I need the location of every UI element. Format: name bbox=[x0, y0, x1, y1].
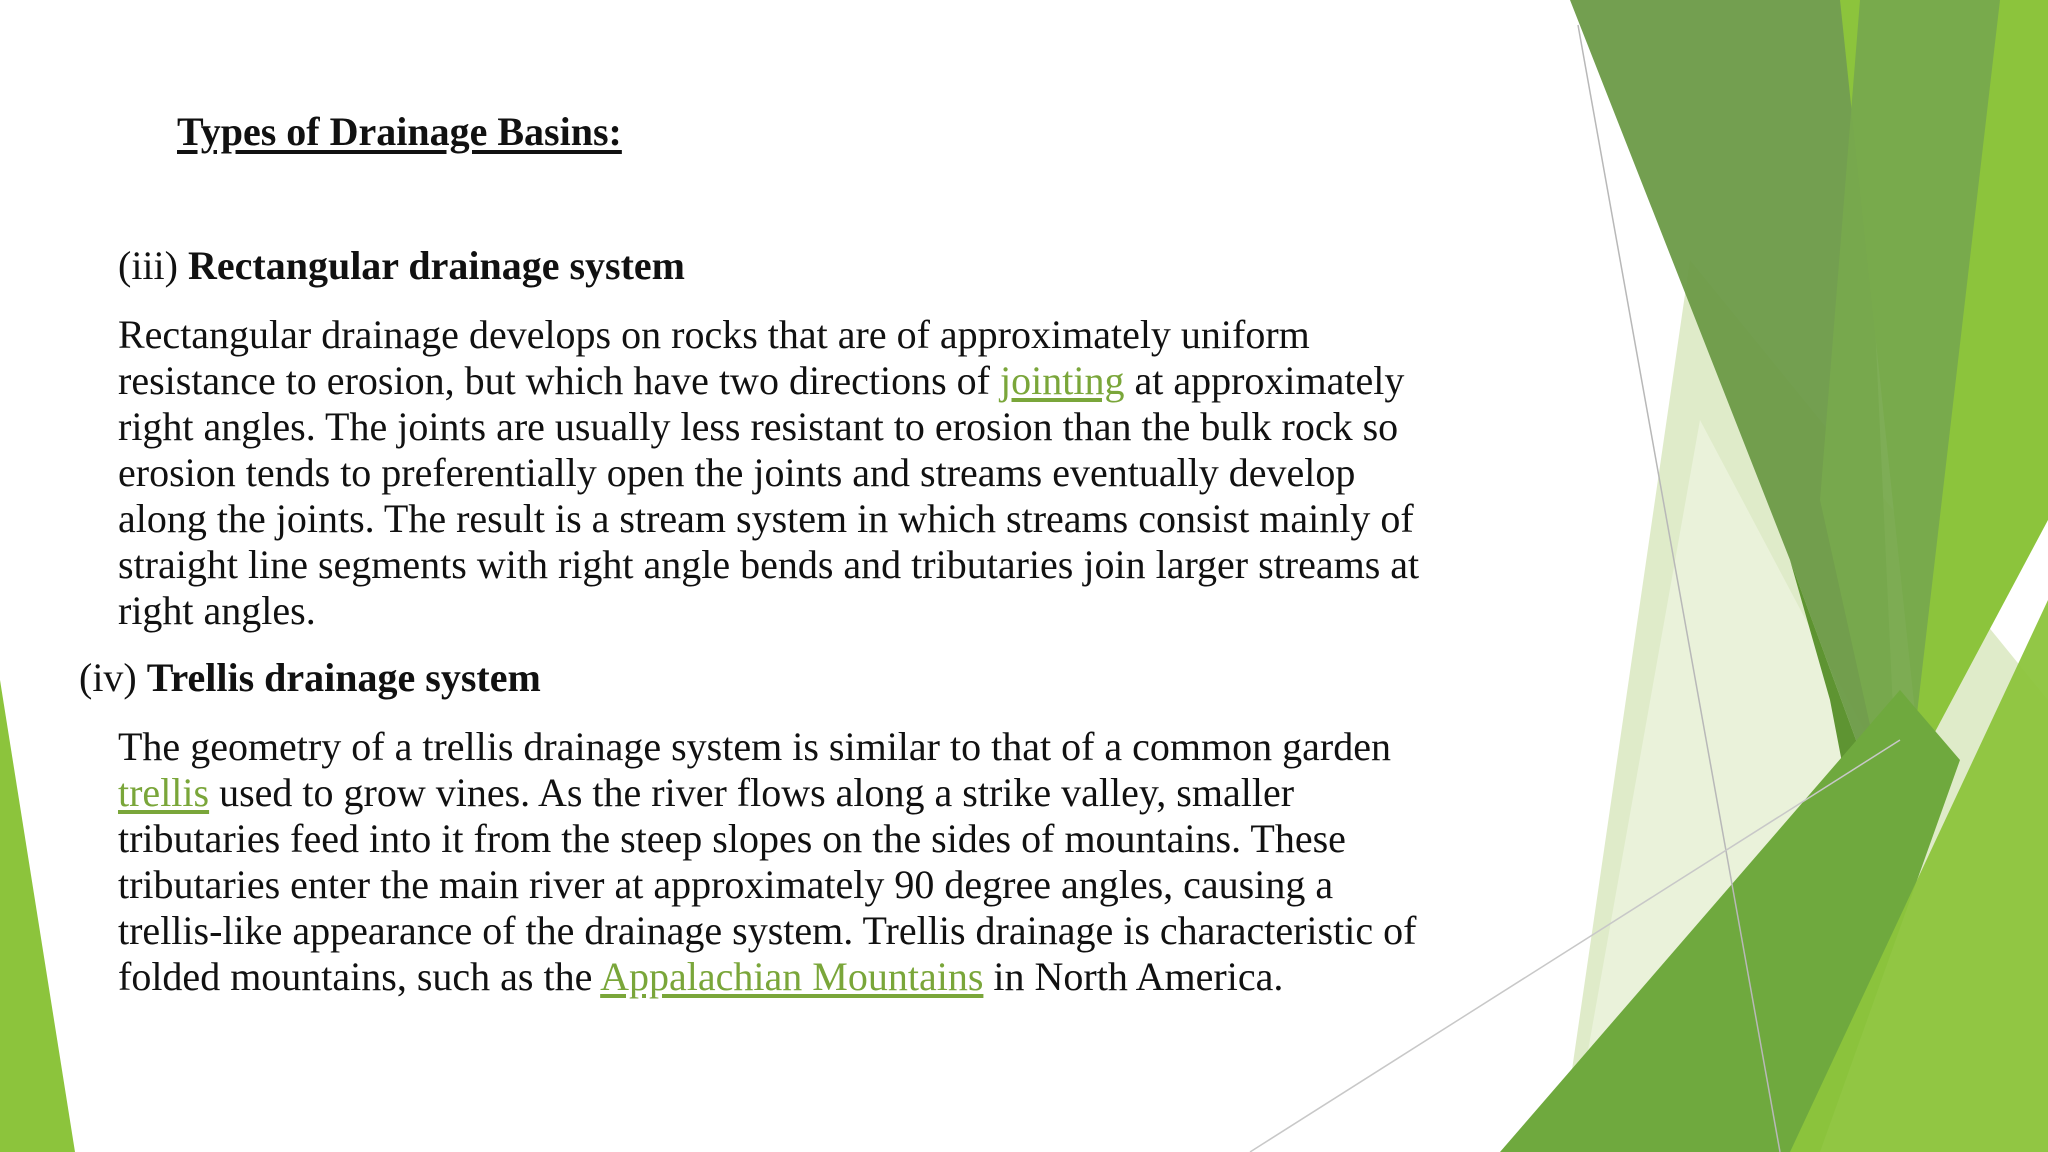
section-number: (iv) bbox=[79, 655, 137, 700]
text-line bbox=[118, 770, 1416, 816]
text-line bbox=[118, 358, 1419, 404]
text-line: tributaries feed into it from the steep slopes on the sides of mountains. These bbox=[118, 816, 1346, 861]
text-line: right angles. The joints are usually less resistant to erosion than the bulk rock so bbox=[118, 404, 1399, 449]
text-line: tributaries enter the main river at approximately 90 degree angles, causing a bbox=[118, 862, 1334, 907]
paragraph-rectangular bbox=[118, 312, 1419, 634]
paragraph-trellis bbox=[118, 724, 1416, 1000]
text-segment: resistance to erosion, but which have two directions of bbox=[118, 358, 1000, 403]
trellis-link[interactable]: trellis bbox=[118, 770, 210, 815]
text-segment: folded mountains, such as the bbox=[118, 954, 601, 999]
text-line: The geometry of a trellis drainage system is similar to that of a common garden bbox=[118, 724, 1391, 769]
text-segment: in North America. bbox=[983, 954, 1284, 999]
text-segment: used to grow vines. As the river flows along a strike valley, smaller bbox=[209, 770, 1295, 815]
text-line: right angles. bbox=[118, 588, 316, 633]
text-line: along the joints. The result is a stream system in which streams consist mainly of bbox=[118, 496, 1414, 541]
text-line: Rectangular drainage develops on rocks that are of approximately uniform bbox=[118, 312, 1310, 357]
section-number: (iii) bbox=[118, 243, 178, 288]
jointing-link[interactable]: jointing bbox=[1000, 358, 1125, 403]
slide-title: Types of Drainage Basins: bbox=[177, 109, 622, 154]
text-line: trellis-like appearance of the drainage system. Trellis drainage is characteristic of bbox=[118, 908, 1417, 953]
section-heading-rectangular bbox=[118, 242, 685, 290]
text-line: straight line segments with right angle bends and tributaries join larger streams at bbox=[118, 542, 1420, 587]
section-title: Trellis drainage system bbox=[146, 655, 541, 700]
appalachian-mountains-link[interactable]: Appalachian Mountains bbox=[600, 954, 984, 999]
text-line: erosion tends to preferentially open the joints and streams eventually develop bbox=[118, 450, 1356, 495]
section-title: Rectangular drainage system bbox=[187, 243, 685, 288]
section-heading-trellis bbox=[79, 654, 541, 702]
text-line bbox=[118, 954, 1416, 1000]
text-segment: at approximately bbox=[1124, 358, 1405, 403]
